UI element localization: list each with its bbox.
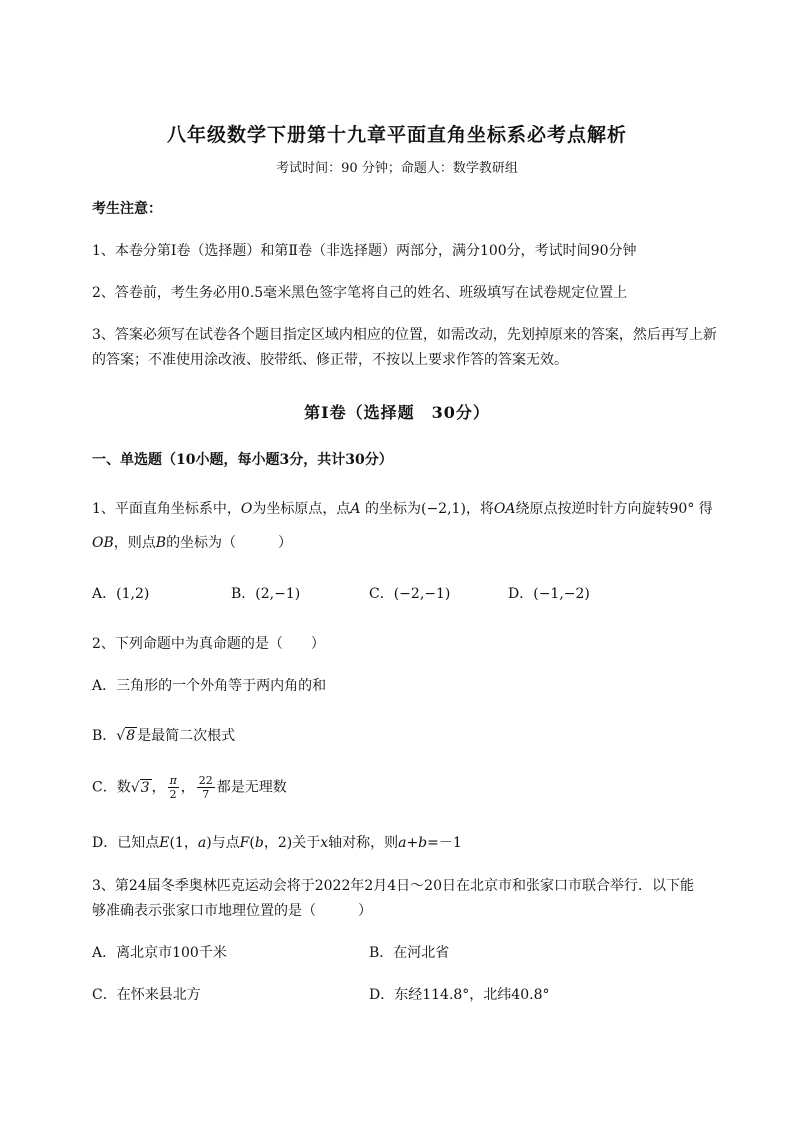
q3-option-b[interactable]: B．在河北省 <box>369 945 450 961</box>
option-value: (1,2) <box>116 586 150 602</box>
q1-text: 绕原点按逆时针方向旋转90° 得 <box>515 501 713 517</box>
fraction-22-over-7: $\frac{22}{7}$ <box>198 774 213 801</box>
sqrt-3: √3 <box>130 779 150 796</box>
notice-item-3-cont: 的答案；不准使用涂改液、胶带纸、修正带，不按以上要求作答的答案无效。 <box>92 352 568 368</box>
option-value: (−2,−1) <box>393 586 451 602</box>
q1-text: ，则点 <box>113 535 156 551</box>
q3-option-d[interactable]: D．东经114.8°，北纬40.8° <box>369 987 550 1003</box>
q1-option-a[interactable] <box>92 584 149 604</box>
q3-option-c[interactable]: C．在怀来县北方 <box>92 987 201 1003</box>
question-3-stem-cont: 够准确表示张家口市地理位置的是（ ） <box>92 903 372 919</box>
separator: ， <box>151 779 166 796</box>
q1-text: ，将 <box>465 501 494 517</box>
q1-segment-ob: OB <box>92 535 114 551</box>
option-label: C．数 <box>92 779 131 796</box>
var-b: b <box>254 835 264 851</box>
notice-item-1: 1、本卷分第I卷（选择题）和第Ⅱ卷（非选择题）两部分，满分100分，考试时间90分钟 <box>92 243 637 259</box>
option-label: D． <box>508 586 534 602</box>
option-text: )与点 <box>206 835 240 851</box>
option-text: 是最简二次根式 <box>137 728 236 744</box>
option-text: =－1 <box>427 835 462 851</box>
option-text: (1， <box>169 835 198 851</box>
option-value: (−1,−2) <box>533 586 590 602</box>
question-3-stem: 3、第24届冬季奥林匹克运动会将于2022年2月4日～20日在北京市和张家口市联合举行．以下能 <box>92 878 694 894</box>
q1-point-b: B <box>155 535 167 551</box>
q1-point-a: A <box>350 501 361 517</box>
option-text: D．已知点 <box>92 835 160 851</box>
option-label: B． <box>92 728 117 744</box>
notice-item-3: 3、答案必须写在试卷各个题目指定区域内相应的位置，如需改动，先划掉原来的答案，然后再写上新 <box>92 327 717 343</box>
q1-text: 的坐标为 <box>360 501 421 517</box>
separator: ， <box>180 779 195 796</box>
option-text: ( <box>249 835 255 851</box>
notice-heading: 考生注意： <box>92 201 162 217</box>
point-f: F <box>239 835 250 851</box>
q1-coord-a: (−2,1) <box>420 501 466 517</box>
q1-text: 的坐标为（ ） <box>166 535 293 551</box>
q2-option-b[interactable] <box>92 726 235 746</box>
page-title: 八年级数学下册第十九章平面直角坐标系必考点解析 <box>166 124 627 146</box>
q2-option-a[interactable]: A．三角形的一个外角等于两内角的和 <box>92 678 327 694</box>
q2-option-d[interactable] <box>92 833 462 853</box>
var-x: x <box>320 835 329 851</box>
q1-option-d[interactable] <box>508 584 590 604</box>
option-label: A． <box>92 586 117 602</box>
notice-item-2: 2、答卷前，考生务必用0.5毫米黑色签字笔将自己的姓名、班级填写在试卷规定位置上 <box>92 285 628 301</box>
sqrt-8: √8 <box>116 728 136 744</box>
var-a: a <box>197 835 207 851</box>
option-label: C． <box>369 586 394 602</box>
q3-option-a[interactable]: A．离北京市100千米 <box>92 945 227 961</box>
question-1-stem-cont <box>92 533 292 553</box>
q1-segment-oa: OA <box>493 501 516 517</box>
option-text: 都是无理数 <box>216 779 287 796</box>
part-heading: 一、单选题（10小题，每小题3分，共计30分） <box>92 452 393 468</box>
q1-option-b[interactable] <box>231 584 300 604</box>
question-2-stem: 2、下列命题中为真命题的是（ ） <box>92 636 325 652</box>
fraction-pi-over-2: $\frac{\pi}{2}$ <box>169 774 177 801</box>
option-label: B． <box>231 586 256 602</box>
expr-a-plus-b: a+b <box>398 835 428 851</box>
point-e: E <box>159 835 170 851</box>
q1-text: 为坐标原点，点 <box>252 501 351 517</box>
q1-origin-var: O <box>240 501 253 517</box>
option-value: (2,−1) <box>255 586 301 602</box>
option-text: 轴对称，则 <box>328 835 399 851</box>
q1-text: 1、平面直角坐标系中， <box>92 501 241 517</box>
section-title: 第I卷（选择题 30分） <box>304 403 490 422</box>
question-1-stem <box>92 499 713 519</box>
q1-option-c[interactable] <box>369 584 450 604</box>
exam-info: 考试时间：90 分钟；命题人：数学教研组 <box>276 161 518 176</box>
q2-option-c[interactable] <box>92 774 287 801</box>
option-text: ，2)关于 <box>263 835 321 851</box>
